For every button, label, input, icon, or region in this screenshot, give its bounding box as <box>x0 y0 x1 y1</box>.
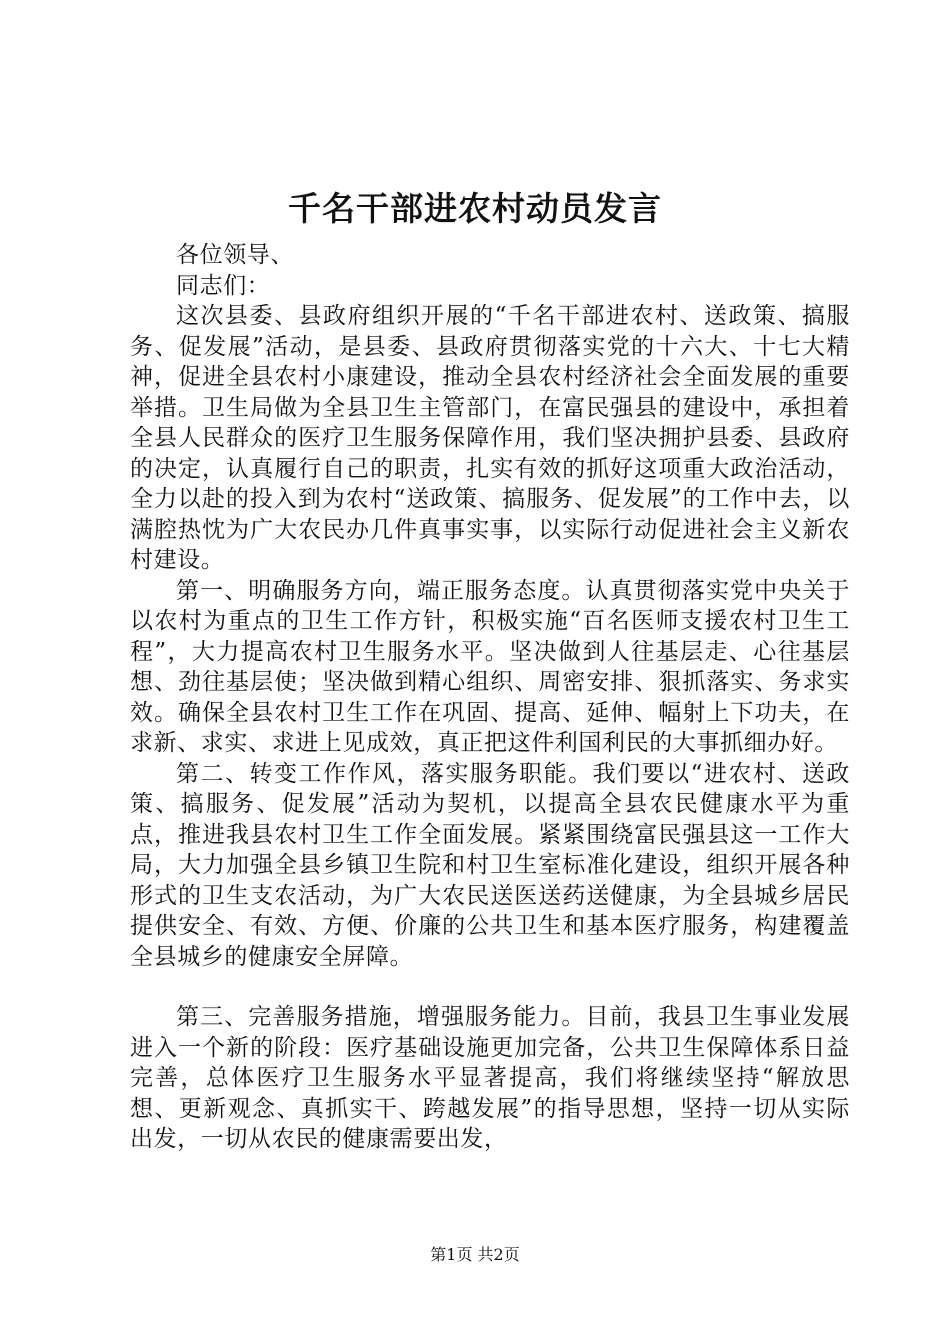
paragraph-second: 第二、转变工作作风，落实服务职能。我们要以“进农村、送政策、搞服务、促发展”活动为契机，以提高全县农民健康水平为重点，推进我县农村卫生工作全面发展。紧紧围绕富民强县这一工作大局，大力加强全县乡镇卫生院和村卫生室标准化建设，组织开展各种形式的卫生支农活动，为广大农民送医送药送健康，为全县城乡居民提供安全、有效、方便、价廉的公共卫生和基本医疗服务，构建覆盖全县城乡的健康安全屏障。 <box>130 760 850 970</box>
paragraph-first: 第一、明确服务方向，端正服务态度。认真贯彻落实党中央关于以农村为重点的卫生工作方针，积极实施“百名医师支援农村卫生工程”，大力提高农村卫生服务水平。坚决做到人往基层走、心往基层想、劲往基层使；坚决做到精心组织、周密安排、狠抓落实、务求实效。确保全县农村卫生工作在巩固、提高、延伸、幅射上下功夫，在求新、求实、求进上见成效，真正把这件利国利民的大事抓细办好。 <box>130 577 850 756</box>
salutation-leaders: 各位领导、 <box>176 242 294 268</box>
page-number-footer: 第1页 共2页 <box>430 1245 520 1264</box>
salutation-comrades: 同志们： <box>176 272 271 299</box>
paragraph-third: 第三、完善服务措施，增强服务能力。目前，我县卫生事业发展进入一个新的阶段：医疗基础设施更加完备，公共卫生保障体系日益完善，总体医疗卫生服务水平显著提高，我们将继续坚持“解放思想、更新观念、真抓实干、跨越发展”的指导思想，坚持一切从实际出发，一切从农民的健康需要出发， <box>130 1004 850 1152</box>
document-body <box>130 240 850 1155</box>
document-title: 千名干部进农村动员发言 <box>288 189 662 228</box>
paragraph-intro: 这次县委、县政府组织开展的“千名干部进农村、送政策、搞服务、促发展”活动，是县委、县政府贯彻落实党的十六大、十七大精神，促进全县农村小康建设，推动全县农村经济社会全面发展的重要举措。卫生局做为全县卫生主管部门，在富民强县的建设中，承担着全县人民群众的医疗卫生服务保障作用，我们坚决拥护县委、县政府的决定，认真履行自己的职责，扎实有效的抓好这项重大政治活动，全力以赴的投入到为农村“送政策、搞服务、促发展”的工作中去，以满腔热忱为广大农民办几件真事实事，以实际行动促进社会主义新农村建设。 <box>130 303 850 573</box>
